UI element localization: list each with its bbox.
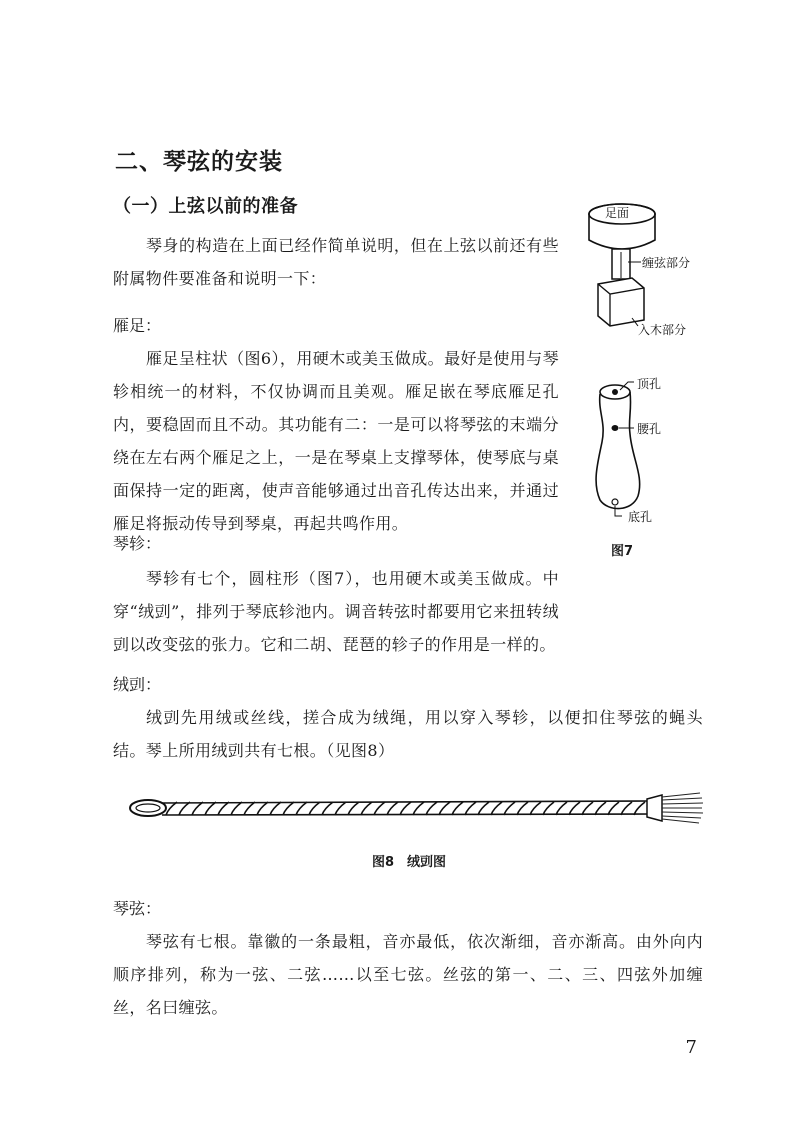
label-insert-section: 入木部分 <box>638 323 687 337</box>
qinzhen-label: 琴轸： <box>113 534 162 553</box>
label-top-hole: 顶孔 <box>637 377 662 391</box>
label-waist-hole: 腰孔 <box>637 422 662 436</box>
yanzu-paragraph: 雁足呈柱状（图6），用硬木或美玉做成。最好是使用与琴轸相统一的材料，不仅协调而且美观。雁足嵌在琴底雁足孔内，要稳固而且不动。其功能有二：一是可以将琴弦的末端分绕在左右两个雁足之上，一是在琴桌上支撑琴体，使琴底与桌面保持一定的距离，使声音能够通过出音孔传达出来，并通过雁足将振动传导到琴桌，再起共鸣作用。 <box>113 349 559 533</box>
qinxian-label: 琴弦： <box>113 899 162 918</box>
label-top-surface: 足面 <box>605 206 630 220</box>
qinxian-paragraph: 琴弦有七根。靠徽的一条最粗，音亦最低，依次渐细，音亦渐高。由外向内顺序排列，称为一弦、二弦……以至七弦。丝弦的第一、二、三、四弦外加缠丝，名曰缠弦。 <box>113 932 703 1017</box>
figure7-caption: 图7 <box>611 544 634 559</box>
figure8-cord-illustration <box>122 787 800 837</box>
page-number: 7 <box>685 1037 697 1058</box>
qinzhen-illustration <box>588 372 668 522</box>
subsection-heading: （一）上弦以前的准备 <box>113 196 298 217</box>
intro-paragraph: 琴身的构造在上面已经作简单说明，但在上弦以前还有些附属物件要准备和说明一下： <box>113 236 559 288</box>
label-wrap-section: 缠弦部分 <box>642 256 691 270</box>
rongdou-label: 绒剅： <box>113 675 162 694</box>
section-heading: 二、琴弦的安装 <box>115 149 283 175</box>
yanzu-label: 雁足： <box>113 316 162 335</box>
label-bottom-hole: 底孔 <box>628 510 653 524</box>
rongdou-paragraph: 绒剅先用绒或丝线，搓合成为绒绳，用以穿入琴轸，以便扣住琴弦的蝇头结。琴上所用绒剅共有七根。（见图8） <box>113 708 703 760</box>
figure8-caption: 图8 绒剅图 <box>372 855 447 870</box>
qinzhen-paragraph: 琴轸有七个，圆柱形（图7），也用硬木或美玉做成。中穿“绒剅”，排列于琴底轸池内。调音转弦时都要用它来扭转绒剅以改变弦的张力。它和二胡、琵琶的轸子的作用是一样的。 <box>113 569 559 654</box>
